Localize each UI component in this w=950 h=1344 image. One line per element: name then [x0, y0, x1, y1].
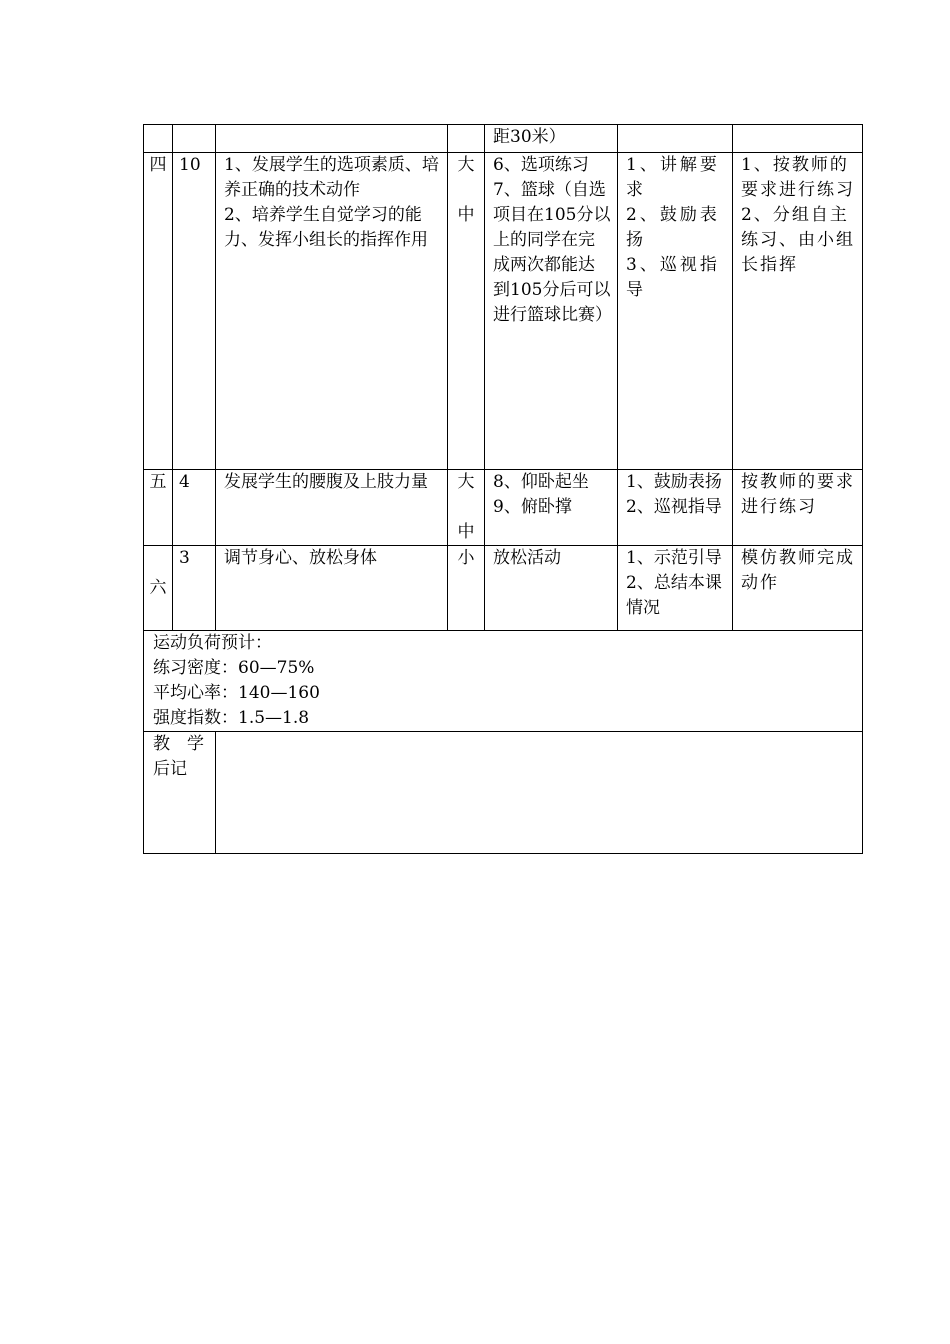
section-cell — [144, 125, 173, 153]
goal-line: 2、培养学生自觉学习的能力、发挥小组长的指挥作用 — [224, 205, 428, 250]
table-row — [144, 546, 863, 631]
teacher-line: 1、鼓励表扬 — [626, 472, 722, 492]
goal-line: 调节身心、放松身体 — [224, 548, 377, 568]
load-intensity-index: 强度指数：1.5—1.8 — [153, 708, 310, 728]
minutes-cell — [173, 125, 216, 153]
content-line: 6、选项练习 — [493, 155, 589, 175]
load-density: 练习密度：60—75% — [153, 658, 315, 678]
table-row — [144, 470, 863, 546]
intensity-cell — [448, 153, 485, 470]
minutes-cell: 3 — [173, 546, 216, 631]
goal-line: 发展学生的腰腹及上肢力量 — [224, 472, 428, 492]
intensity-level: 大 — [457, 472, 475, 492]
teacher-line: 3、巡视指导 — [626, 255, 720, 300]
lesson-plan-table — [143, 124, 863, 854]
notes-row — [144, 732, 863, 854]
intensity-cell — [448, 125, 485, 153]
content-cell — [485, 153, 618, 470]
intensity-cell — [448, 470, 485, 546]
student-cell — [733, 125, 863, 153]
notes-content-cell[interactable] — [216, 732, 863, 854]
content-cell — [485, 470, 618, 546]
student-cell — [733, 546, 863, 631]
goals-cell — [216, 125, 448, 153]
student-cell — [733, 153, 863, 470]
student-line: 2、分组自主练习、由小组长指挥 — [741, 205, 855, 275]
intensity-level: 大 — [457, 155, 475, 175]
intensity-cell — [448, 546, 485, 631]
content-line: 8、仰卧起坐 — [493, 472, 589, 492]
teacher-cell — [618, 153, 733, 470]
teacher-line: 2、巡视指导 — [626, 497, 722, 517]
student-line: 按教师的要求进行练习 — [741, 472, 855, 517]
student-line: 1、按教师的要求进行练习 — [741, 155, 855, 200]
section-cell: 六 — [144, 546, 173, 631]
teacher-line: 1、讲解要求 — [626, 155, 720, 200]
intensity-level: 小 — [457, 548, 475, 568]
teacher-line: 1、示范引导 — [626, 548, 722, 568]
notes-label-line1: 教 学 — [153, 734, 204, 754]
content-line: 7、篮球（自选项目在105分以上的同学在完成两次都能达到105分后可以进行篮球比赛） — [493, 180, 612, 325]
content-line: 放松活动 — [493, 548, 561, 568]
teacher-line: 2、总结本课情况 — [626, 573, 722, 618]
load-heart-rate: 平均心率：140—160 — [153, 683, 320, 703]
notes-label-cell — [144, 732, 216, 854]
minutes-cell: 4 — [173, 470, 216, 546]
goals-cell — [216, 153, 448, 470]
teacher-cell — [618, 546, 733, 631]
student-line: 模仿教师完成动作 — [741, 548, 855, 593]
teacher-line: 2、鼓励表扬 — [626, 205, 720, 250]
load-cell — [144, 631, 863, 732]
section-cell: 四 — [144, 153, 173, 470]
table-row — [144, 153, 863, 470]
goal-line: 1、发展学生的选项素质、培养正确的技术动作 — [224, 155, 439, 200]
teacher-cell — [618, 125, 733, 153]
table-row — [144, 125, 863, 153]
content-cell — [485, 125, 618, 153]
content-cell — [485, 546, 618, 631]
load-heading: 运动负荷预计： — [153, 633, 272, 653]
student-cell — [733, 470, 863, 546]
load-row — [144, 631, 863, 732]
content-line: 9、俯卧撑 — [493, 497, 572, 517]
notes-label-line2: 后记 — [153, 759, 187, 779]
minutes-cell: 10 — [173, 153, 216, 470]
intensity-level: 中 — [457, 205, 475, 225]
section-cell: 五 — [144, 470, 173, 546]
goals-cell — [216, 470, 448, 546]
goals-cell — [216, 546, 448, 631]
content-line: 距30米） — [493, 127, 566, 147]
intensity-level: 中 — [457, 522, 475, 542]
teacher-cell — [618, 470, 733, 546]
